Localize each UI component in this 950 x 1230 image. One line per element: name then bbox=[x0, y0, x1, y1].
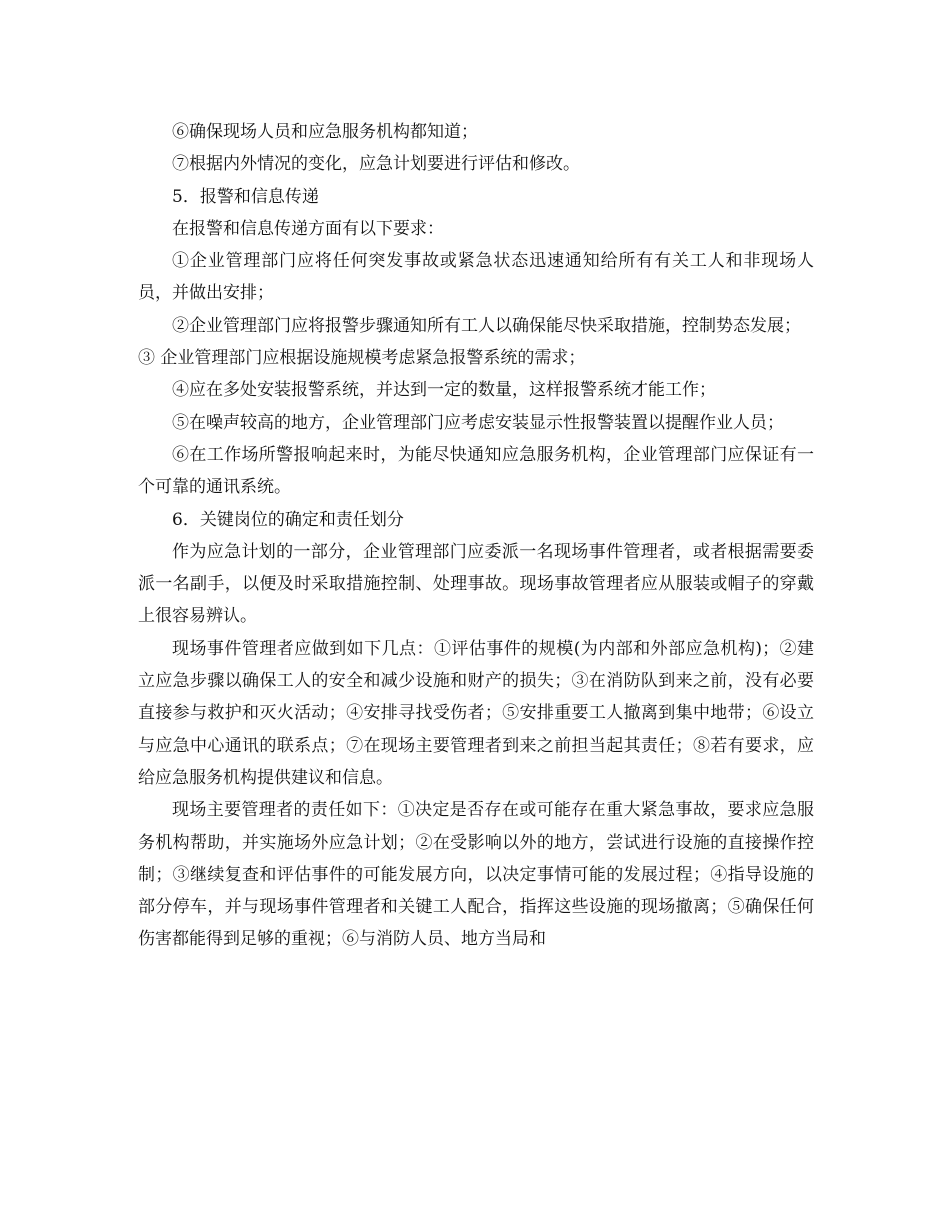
paragraph: ①企业管理部门应将任何突发事故或紧急状态迅速通知给所有有关工人和非现场人员，并做出安排； bbox=[138, 251, 814, 304]
section-heading: 6．关键岗位的确定和责任划分 bbox=[172, 509, 404, 530]
paragraph: 在报警和信息传递方面有以下要求： bbox=[172, 218, 444, 239]
paragraph: ⑥确保现场人员和应急服务机构都知道； bbox=[172, 122, 478, 142]
paragraph: ②企业管理部门应将报警步骤通知所有工人以确保能尽快采取措施，控制势态发展； bbox=[172, 315, 801, 336]
paragraph: ⑤在噪声较高的地方，企业管理部门应考虑安装显示性报警装置以提醒作业人员； bbox=[172, 412, 784, 433]
paragraph: ③ 企业管理部门应根据设施规模考虑紧急报警系统的需求； bbox=[138, 348, 586, 369]
document-body bbox=[138, 116, 814, 956]
paragraph: 现场主要管理者的责任如下：①决定是否存在或可能存在重大紧急事故，要求应急服务机构帮助，并实施场外应急计划；②在受影响以外的地方，尝试进行设施的直接操作控制；③继续复查和评估事件的可能发展方向，以决定事情可能的发展过程；④指导设施的部分停车，并与现场事件管理者和关键工人配合，指挥这些设施的现场撤离；⑤确保任何伤害都能得到足够的重视；⑥与消防人员、地方当局和 bbox=[138, 800, 814, 950]
paragraph: ⑦根据内外情况的变化，应急计划要进行评估和修改。 bbox=[172, 154, 580, 175]
paragraph: 现场事件管理者应做到如下几点：①评估事件的规模(为内部和外部应急机构)；②建立应急步骤以确保工人的安全和减少设施和财产的损失；③在消防队到来之前，没有必要直接参与救护和灭火活动；④安排寻找受伤者；⑤安排重要工人撤离到集中地带；⑥设立与应急中心通讯的联系点；⑦在现场主要管理者到来之前担当起其责任；⑧若有要求，应给应急服务机构提供建议和信息。 bbox=[138, 638, 814, 788]
paragraph: 作为应急计划的一部分，企业管理部门应委派一名现场事件管理者，或者根据需要委派一名副手，以便及时采取措施控制、处理事故。现场事故管理者应从服装或帽子的穿戴上很容易辨认。 bbox=[138, 541, 814, 627]
paragraph: ④应在多处安装报警系统，并达到一定的数量，这样报警系统才能工作； bbox=[172, 380, 716, 401]
section-heading: 5．报警和信息传递 bbox=[172, 186, 319, 207]
paragraph: ⑥在工作场所警报响起来时，为能尽快通知应急服务机构，企业管理部门应保证有一个可靠的通讯系统。 bbox=[138, 444, 814, 498]
